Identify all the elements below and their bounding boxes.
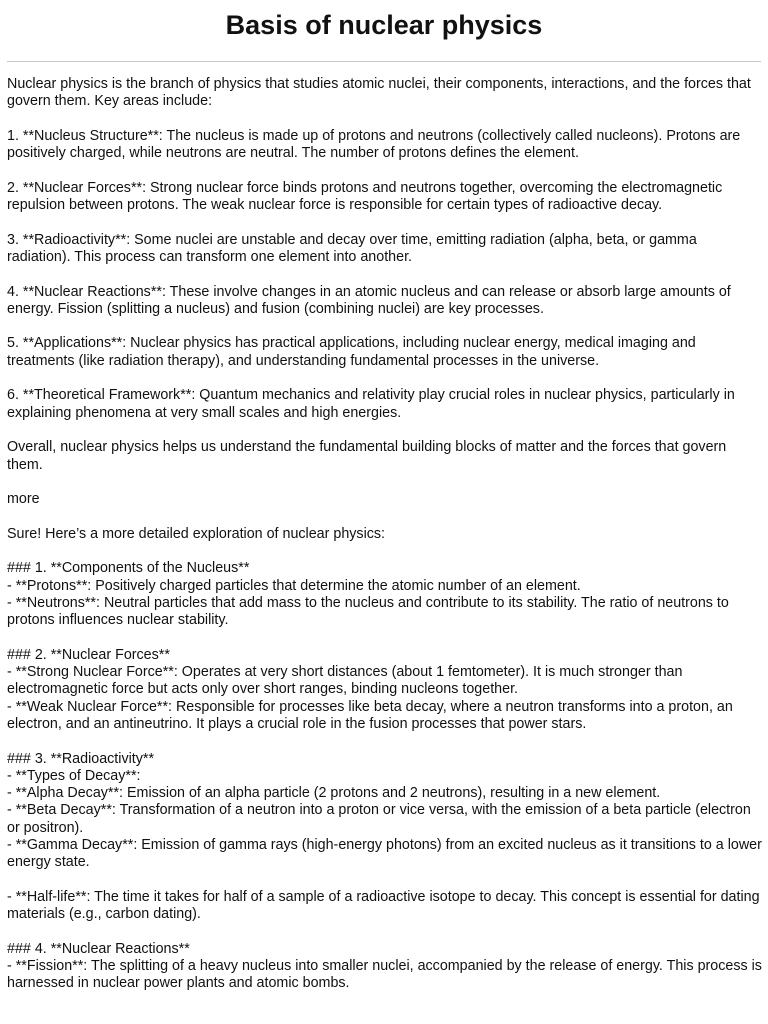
paragraph-line: - **Protons**: Positively charged particles that determine the atomic number of an element. bbox=[7, 577, 581, 594]
title-divider bbox=[7, 61, 761, 62]
paragraph-line: - **Beta Decay**: Transformation of a neutron into a proton or vice versa, with the emission of a beta particle (electron or positron). bbox=[7, 802, 755, 836]
paragraph-line: 2. **Nuclear Forces**: Strong nuclear force binds protons and neutrons together, overcoming the electromagnetic repulsion between protons. The weak nuclear force is responsible for certain types of radioactive decay. bbox=[7, 179, 727, 214]
body-paragraph bbox=[7, 751, 764, 872]
paragraph-line: ### 1. **Components of the Nucleus** bbox=[7, 560, 250, 577]
body-paragraph bbox=[7, 387, 764, 422]
body-paragraph bbox=[7, 491, 764, 508]
body-paragraph bbox=[7, 560, 764, 629]
paragraph-line: - **Strong Nuclear Force**: Operates at very short distances (about 1 femtometer). It is much stronger than electromagnetic force but acts only over short ranges, binding nucleons together. bbox=[7, 664, 687, 698]
paragraph-line: - **Alpha Decay**: Emission of an alpha particle (2 protons and 2 neutrons), resulting in a new element. bbox=[7, 785, 661, 802]
body-paragraph bbox=[7, 76, 764, 111]
paragraph-line: 4. **Nuclear Reactions**: These involve changes in an atomic nucleus and can release or absorb large amounts of energy. Fission (splitting a nucleus) and fusion (combining nuclei) are key processes. bbox=[7, 283, 735, 317]
paragraph-line: - **Weak Nuclear Force**: Responsible for processes like beta decay, where a neutron transforms into a proton, an electron, and an antineutrino. It plays a crucial role in the fusion processes that power stars. bbox=[7, 698, 737, 732]
document-body bbox=[7, 76, 764, 1010]
paragraph-line: - **Fission**: The splitting of a heavy nucleus into smaller nuclei, accompanied by the release of energy. This process is harnessed in nuclear power plants and atomic bombs. bbox=[7, 958, 766, 992]
paragraph-line: Overall, nuclear physics helps us understand the fundamental building blocks of matter and the forces that govern them. bbox=[7, 439, 731, 473]
paragraph-line: - **Types of Decay**: bbox=[7, 767, 141, 784]
body-paragraph bbox=[7, 232, 764, 267]
body-paragraph bbox=[7, 128, 764, 163]
paragraph-line: 6. **Theoretical Framework**: Quantum mechanics and relativity play crucial roles in nuclear physics, particularly in explaining phenomena at very small scales and high energies. bbox=[7, 387, 739, 421]
document-title: Basis of nuclear physics bbox=[225, 10, 543, 40]
paragraph-line: - **Gamma Decay**: Emission of gamma rays (high-energy photons) from an excited nucleus as it transitions to a lower energy state. bbox=[7, 837, 766, 871]
paragraph-line: ### 3. **Radioactivity** bbox=[7, 750, 155, 767]
paragraph-line: 5. **Applications**: Nuclear physics has practical applications, including nuclear energy, medical imaging and treatments (like radiation therapy), and understanding fundamental processes in the universe. bbox=[7, 335, 700, 369]
paragraph-line: 3. **Radioactivity**: Some nuclei are unstable and decay over time, emitting radiation (alpha, beta, or gamma radiation). This process can transform one element into another. bbox=[7, 231, 701, 265]
paragraph-line: Sure! Here’s a more detailed exploration of nuclear physics: bbox=[7, 525, 386, 542]
paragraph-line: - **Neutrons**: Neutral particles that add mass to the nucleus and contribute to its stability. The ratio of neutrons to protons influences nuclear stability. bbox=[7, 594, 733, 629]
paragraph-line: ### 2. **Nuclear Forces** bbox=[7, 646, 170, 663]
paragraph-line: - **Half-life**: The time it takes for half of a sample of a radioactive isotope to decay. This concept is essential for dating materials (e.g., carbon dating). bbox=[7, 888, 764, 923]
body-paragraph bbox=[7, 647, 764, 733]
body-paragraph bbox=[7, 284, 764, 319]
body-paragraph bbox=[7, 889, 764, 924]
body-paragraph bbox=[7, 335, 764, 370]
body-paragraph bbox=[7, 941, 764, 993]
paragraph-line: more bbox=[7, 491, 40, 508]
body-paragraph bbox=[7, 180, 764, 215]
paragraph-line: Nuclear physics is the branch of physics that studies atomic nuclei, their components, interactions, and the forces that govern them. Key areas include: bbox=[7, 76, 755, 110]
body-paragraph bbox=[7, 439, 764, 474]
body-paragraph bbox=[7, 526, 764, 543]
paragraph-line: ### 4. **Nuclear Reactions** bbox=[7, 940, 190, 957]
paragraph-line: 1. **Nucleus Structure**: The nucleus is made up of protons and neutrons (collectively called nucleons). Protons are positively charged, while neutrons are neutral. The number of protons defines the element. bbox=[7, 127, 745, 162]
